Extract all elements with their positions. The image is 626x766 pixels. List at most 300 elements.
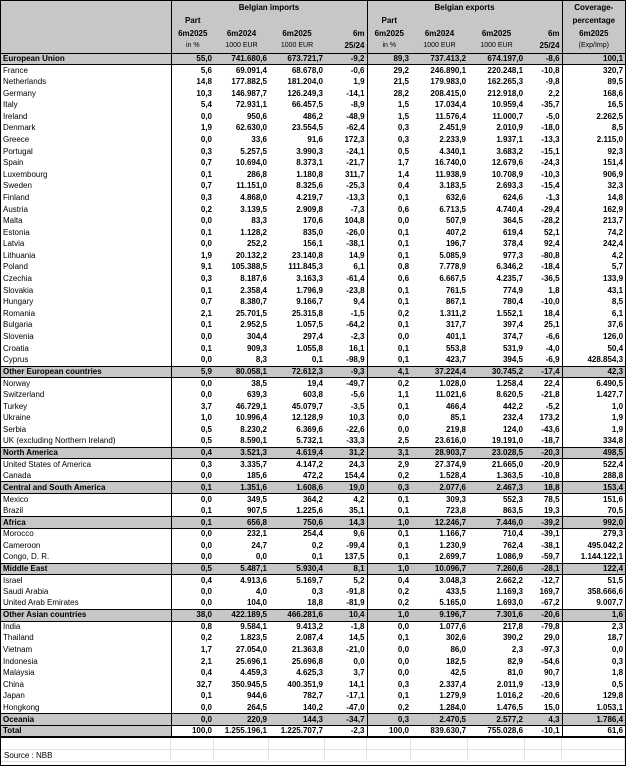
table-row: [1, 528, 625, 540]
imports-change-value: 6,1: [353, 262, 365, 272]
table-row: [1, 285, 625, 297]
exports-6m2024-value: 466,4: [445, 401, 467, 411]
imports-6m2024-value: 1.128,2: [240, 227, 267, 237]
table-row: [1, 204, 625, 216]
exports-6m2024-value: 16.740,0: [434, 158, 467, 168]
imports-part-value: 0,3: [171, 273, 214, 285]
table-row: [1, 540, 625, 552]
table-row: [1, 262, 625, 274]
exports-part-value: 21,5: [367, 76, 411, 88]
table-row: [1, 412, 625, 424]
imports-6m2025-value: 835,0: [302, 227, 323, 237]
exports-change-value: 1,8: [548, 285, 560, 295]
imports-part-label: Part: [171, 14, 214, 27]
exports-change-value: -8,6: [525, 53, 562, 65]
country-label: Cameroon: [3, 540, 41, 550]
coverage-value: 1.786,4: [562, 714, 625, 726]
exports-6m2024-value: 761,5: [445, 285, 467, 295]
imports-change-value: -22,6: [346, 424, 365, 434]
imports-6m2024-value: 5.257,5: [240, 146, 267, 156]
exports-part-value: 0,3: [367, 482, 411, 494]
exports-6m2024-value: 17.034,4: [434, 100, 467, 110]
imports-part-value: 0,0: [171, 470, 214, 482]
exports-6m2024-value: 12.246,7: [411, 517, 468, 529]
imports-change-value: 8,1: [325, 563, 367, 575]
coverage-value: 1,0: [562, 401, 625, 413]
country-label: Bulgaria: [3, 320, 33, 330]
imports-part-value: 3,7: [171, 401, 214, 413]
coverage-value: 320,7: [562, 65, 625, 77]
exports-6m2025-value: 8.620,5: [496, 390, 524, 400]
table-row: [1, 331, 625, 343]
country-label: Czechia: [3, 274, 32, 284]
grid-cell: [367, 750, 411, 762]
coverage-value: 6.490,5: [562, 378, 625, 390]
imports-part-value: 0,1: [171, 227, 214, 239]
coverage-value: 495.042,2: [562, 540, 625, 552]
imports-6m2024-value: 4.459,3: [240, 668, 267, 678]
imports-6m2024-value: 3.521,3: [214, 447, 269, 459]
imports-6m2025-value: 9.166,7: [296, 297, 323, 307]
coverage-value: 89,5: [562, 76, 625, 88]
imports-6m2025-value: 9.413,2: [296, 622, 323, 632]
country-label: Brazil: [3, 505, 24, 515]
imports-change-value: 104,8: [344, 216, 365, 226]
exports-change-value: -43,6: [541, 424, 560, 434]
exports-6m2025-value: 2,3: [511, 645, 524, 655]
exports-part-value: 0,1: [367, 691, 411, 703]
country-label: UK (excluding Northern Ireland): [3, 436, 116, 446]
imports-part-value: 0,0: [171, 552, 214, 564]
exports-part-unit: in %: [367, 40, 411, 53]
country-label: European Union: [1, 53, 171, 65]
imports-part-value: 0,0: [171, 389, 214, 401]
coverage-value: 43,1: [562, 285, 625, 297]
country-label: Canada: [3, 470, 32, 480]
exports-change-value: -80,8: [541, 250, 560, 260]
imports-part-value: 0,8: [171, 621, 214, 633]
imports-part-value: 9,1: [171, 262, 214, 274]
imports-6m2025-value: 25.315,8: [291, 308, 323, 318]
exports-part-value: 100,0: [367, 725, 411, 737]
exports-6m2024-value: 85,1: [450, 413, 467, 423]
table-row: [1, 459, 625, 471]
exports-unit-2024: 1000 EUR: [411, 40, 468, 53]
exports-change-value: -15,1: [541, 146, 560, 156]
imports-part-value: 38,0: [171, 610, 214, 622]
imports-6m2024-value: 252,2: [246, 239, 267, 249]
exports-6m2025-value: 10.959,4: [491, 100, 524, 110]
country-label: Serbia: [3, 424, 27, 434]
country-label: Denmark: [3, 123, 36, 133]
exports-change-value: -54,6: [541, 656, 560, 666]
table-row-section: [1, 53, 625, 65]
imports-6m2024-value: 10.996,4: [235, 413, 267, 423]
country-label: Sweden: [3, 181, 32, 191]
imports-6m2025-value: 126.249,3: [287, 88, 323, 98]
table-row: [1, 575, 625, 587]
table-row: [1, 667, 625, 679]
exports-6m2025-value: 624,6: [502, 192, 524, 202]
exports-6m2025-value: 1.363,5: [496, 470, 524, 480]
imports-change-value: 0,0: [353, 656, 365, 666]
coverage-value: 213,7: [562, 215, 625, 227]
imports-change-value: 10,3: [348, 413, 365, 423]
imports-6m2025-value: 3.163,3: [296, 274, 323, 284]
country-label: Japan: [3, 691, 25, 701]
exports-col-6m2025: 6m2025: [468, 27, 525, 40]
table-row: [1, 146, 625, 158]
imports-part-period: 6m2025: [171, 27, 214, 40]
imports-part-value: 0,0: [171, 586, 214, 598]
imports-change-value: 14,3: [325, 517, 367, 529]
exports-6m2025-value: 1.476,5: [496, 702, 524, 712]
exports-6m2024-value: 23.616,0: [434, 436, 467, 446]
imports-6m2024-value: 232,1: [246, 529, 267, 539]
imports-6m2025-value: 1.225.707,7: [269, 725, 325, 737]
exports-part-value: 0,6: [367, 204, 411, 216]
exports-6m2025-value: 11.000,7: [492, 111, 524, 121]
imports-change-value: -2,3: [350, 332, 365, 342]
exports-6m2024-value: 4.340,1: [439, 146, 467, 156]
imports-6m2024-value: 69.091,4: [235, 65, 267, 75]
coverage-value: 61,6: [562, 725, 625, 737]
imports-part-value: 0,1: [171, 482, 214, 494]
imports-6m2025-value: 0,2: [311, 540, 323, 550]
grid-cell: [214, 750, 269, 762]
country-label: Poland: [3, 262, 28, 272]
table-row: [1, 378, 625, 390]
exports-part-value: 0,3: [367, 134, 411, 146]
country-column-header: [1, 1, 171, 53]
imports-part-value: 0,7: [171, 296, 214, 308]
exports-6m2025-value: 212.918,0: [487, 88, 524, 98]
exports-part-value: 0,4: [367, 181, 411, 193]
table-row: [1, 227, 625, 239]
imports-change-value: 19,0: [325, 482, 367, 494]
table-row-section: [1, 714, 625, 726]
exports-part-value: 0,1: [367, 192, 411, 204]
exports-6m2024-value: 196,7: [445, 239, 467, 249]
imports-6m2025-value: 364,2: [302, 494, 323, 504]
exports-6m2025-value: 7.301,6: [468, 610, 525, 622]
exports-part-value: 1,4: [367, 169, 411, 181]
imports-change-value: 154,4: [344, 470, 365, 480]
imports-change-value: -81,9: [346, 598, 365, 608]
exports-6m2024-value: 309,3: [445, 494, 467, 504]
coverage-title-line1: Coverage-: [562, 1, 625, 14]
table-row: [1, 505, 625, 517]
exports-6m2025-value: 1.086,9: [496, 552, 524, 562]
exports-change-value: -1,3: [545, 192, 560, 202]
country-label: Germany: [3, 88, 36, 98]
grid-cell: [562, 738, 625, 750]
grid-cell: [562, 750, 625, 762]
imports-6m2025-value: 1.180,8: [296, 169, 323, 179]
country-label: Cyprus: [3, 354, 29, 364]
exports-col-6m2024: 6m2024: [411, 27, 468, 40]
exports-6m2025-value: 364,5: [502, 216, 524, 226]
grid-cell: [468, 738, 525, 750]
imports-6m2025-value: 5.732,1: [296, 436, 323, 446]
exports-part-value: 0,2: [367, 702, 411, 714]
exports-6m2025-value: 232,4: [502, 413, 524, 423]
coverage-value: 151,6: [562, 494, 625, 506]
exports-6m2024-value: 553,8: [445, 343, 467, 353]
imports-part-value: 0,4: [171, 447, 214, 459]
imports-6m2025-value: 23.554,5: [291, 123, 323, 133]
imports-6m2025-value: 0,1: [311, 354, 323, 364]
coverage-value: 1.427,7: [562, 389, 625, 401]
country-label: Middle East: [1, 563, 171, 575]
country-label: Portugal: [3, 146, 33, 156]
exports-change-value: 15,0: [543, 702, 560, 712]
coverage-value: 18,7: [562, 633, 625, 645]
table-row: [1, 424, 625, 436]
exports-part-value: 0,0: [367, 644, 411, 656]
table-row: [1, 99, 625, 111]
table-row: [1, 308, 625, 320]
table-row: [1, 552, 625, 564]
exports-change-value: 4,3: [525, 714, 562, 726]
imports-6m2024-value: 3.139,5: [240, 204, 267, 214]
imports-6m2025-value: 750,6: [269, 517, 325, 529]
imports-6m2025-value: 8.325,6: [296, 181, 323, 191]
imports-6m2024-value: 8.230,2: [240, 424, 267, 434]
imports-change-value: -7,3: [350, 204, 365, 214]
exports-change-value: -10,1: [525, 725, 562, 737]
exports-6m2025-value: 390,2: [502, 633, 524, 643]
exports-6m2025-value: 710,4: [502, 529, 524, 539]
imports-part-value: 2,1: [171, 656, 214, 668]
imports-6m2024-value: 907,5: [246, 505, 267, 515]
exports-6m2025-value: 2.577,2: [468, 714, 525, 726]
imports-6m2024-value: 105.388,5: [231, 262, 267, 272]
country-label: Vietnam: [3, 645, 33, 655]
imports-part-value: 0,4: [171, 667, 214, 679]
imports-6m2025-value: 4.619,4: [269, 447, 325, 459]
imports-change-value: 4,2: [353, 494, 365, 504]
table-header: [1, 1, 625, 53]
exports-6m2025-value: 81,0: [507, 668, 524, 678]
exports-6m2024-value: 867,1: [445, 297, 467, 307]
imports-6m2024-value: 741.680,6: [214, 53, 269, 65]
exports-change-value: -10,8: [541, 65, 560, 75]
imports-change-value: -25,3: [346, 181, 365, 191]
table-row: [1, 215, 625, 227]
imports-change-value: -24,1: [346, 146, 365, 156]
table-row: [1, 621, 625, 633]
table-row: [1, 679, 625, 691]
country-label: India: [3, 622, 21, 632]
imports-6m2025-value: 466.281,6: [269, 610, 325, 622]
imports-6m2024-value: 177.882,5: [231, 76, 267, 86]
imports-change-value: -1,8: [350, 622, 365, 632]
imports-part-value: 5,6: [171, 65, 214, 77]
country-label: Thailand: [3, 633, 34, 643]
country-label: Ukraine: [3, 413, 31, 423]
exports-change-value: -24,3: [541, 158, 560, 168]
coverage-value: 334,8: [562, 436, 625, 448]
exports-6m2024-value: 1.284,0: [439, 702, 467, 712]
exports-part-value: 0,3: [367, 679, 411, 691]
imports-part-value: 0,5: [171, 436, 214, 448]
exports-6m2025-value: 2.467,3: [468, 482, 525, 494]
table-row: [1, 702, 625, 714]
exports-part-value: 0,3: [367, 714, 411, 726]
imports-6m2025-value: 140,2: [302, 702, 323, 712]
exports-change-value: -4,0: [545, 343, 560, 353]
imports-6m2025-value: 782,7: [302, 691, 323, 701]
imports-change-value: -61,4: [346, 274, 365, 284]
spacer: [411, 14, 468, 27]
coverage-value: 133,9: [562, 273, 625, 285]
exports-part-value: 0,0: [367, 656, 411, 668]
imports-6m2024-value: 20.132,2: [235, 250, 267, 260]
exports-6m2024-value: 401,1: [445, 332, 467, 342]
imports-part-value: 0,0: [171, 239, 214, 251]
imports-change-value: -21,7: [346, 158, 365, 168]
imports-part-value: 0,0: [171, 378, 214, 390]
coverage-value: 1,9: [562, 424, 625, 436]
imports-6m2025-value: 91,6: [307, 134, 323, 144]
imports-change-value: -99,4: [346, 540, 365, 550]
imports-6m2025-value: 3.990,3: [296, 146, 323, 156]
coverage-value: 5,7: [562, 262, 625, 274]
imports-6m2025-value: 472,2: [302, 470, 323, 480]
imports-6m2024-value: 11.151,0: [236, 181, 267, 191]
table-row-section: [1, 366, 625, 378]
exports-part-value: 0,2: [367, 598, 411, 610]
imports-part-value: 0,0: [171, 540, 214, 552]
imports-part-value: 0,4: [171, 575, 214, 587]
table-row: [1, 644, 625, 656]
exports-change-value: -18,7: [541, 436, 560, 446]
exports-change-value: -6,6: [545, 332, 560, 342]
country-label: Saudi Arabia: [3, 587, 49, 597]
imports-part-value: 0,1: [171, 343, 214, 355]
exports-part-value: 0,1: [367, 505, 411, 517]
imports-block-title: Belgian imports: [171, 1, 367, 14]
imports-part-value: 10,3: [171, 88, 214, 100]
country-label: Israel: [3, 575, 23, 585]
exports-6m2024-value: 1.028,0: [439, 378, 467, 388]
imports-6m2024-value: 350.945,5: [231, 679, 267, 689]
imports-6m2025-value: 1.055,8: [296, 343, 323, 353]
exports-6m2025-value: 21.665,0: [491, 459, 524, 469]
imports-change-value: 14,9: [348, 250, 365, 260]
grid-cell: [171, 738, 214, 750]
exports-6m2025-value: 619,4: [502, 227, 524, 237]
imports-6m2025-value: 12.128,9: [291, 413, 323, 423]
country-label: North America: [1, 447, 171, 459]
coverage-value: 70,5: [562, 505, 625, 517]
exports-change-value: -17,4: [525, 366, 562, 378]
country-label: Slovakia: [3, 285, 34, 295]
coverage-value: 2.262,5: [562, 111, 625, 123]
exports-part-label: Part: [367, 14, 411, 27]
table-row: [1, 436, 625, 448]
imports-6m2025-value: 2.087,4: [296, 633, 323, 643]
imports-6m2025-value: 254,4: [302, 529, 323, 539]
grid-cell: [525, 738, 562, 750]
coverage-value: 279,3: [562, 528, 625, 540]
imports-change-value: 14,5: [348, 633, 365, 643]
exports-part-value: 0,1: [367, 633, 411, 645]
imports-part-value: 0,0: [171, 598, 214, 610]
imports-part-value: 0,1: [171, 285, 214, 297]
country-label: Switzerland: [3, 390, 45, 400]
exports-6m2025-value: 780,4: [502, 297, 524, 307]
exports-part-value: 0,1: [367, 494, 411, 506]
imports-change-value: 5,2: [353, 575, 365, 585]
imports-part-value: 0,1: [171, 320, 214, 332]
spacer: [269, 14, 325, 27]
exports-6m2024-value: 317,7: [445, 320, 467, 330]
exports-6m2025-value: 977,3: [502, 250, 524, 260]
imports-part-value: 1,0: [171, 412, 214, 424]
exports-6m2025-value: 12.679,6: [491, 158, 524, 168]
exports-change-value: -10,3: [541, 169, 560, 179]
imports-change-value: -14,1: [346, 88, 365, 98]
imports-part-value: 0,0: [171, 528, 214, 540]
coverage-value: 0,5: [562, 679, 625, 691]
imports-change-value: 14,1: [348, 679, 365, 689]
exports-change-value: -36,5: [541, 274, 560, 284]
exports-6m2024-value: 9.196,7: [411, 610, 468, 622]
imports-change-value: -5,6: [350, 390, 365, 400]
imports-part-value: 0,2: [171, 633, 214, 645]
exports-6m2024-value: 507,9: [445, 216, 467, 226]
country-label: France: [3, 65, 28, 75]
exports-6m2024-value: 5.085,9: [439, 250, 467, 260]
spacer: [468, 14, 525, 27]
imports-6m2024-value: 83,3: [251, 216, 267, 226]
exports-6m2025-value: 220.248,1: [487, 65, 524, 75]
exports-part-value: 0,0: [367, 215, 411, 227]
exports-part-value: 0,1: [367, 528, 411, 540]
exports-part-value: 1,1: [367, 389, 411, 401]
exports-part-value: 0,1: [367, 540, 411, 552]
exports-change-value: 169,7: [539, 587, 560, 597]
imports-6m2025-value: 25.696,8: [291, 656, 323, 666]
imports-6m2024-value: 0,0: [255, 552, 267, 562]
imports-6m2024-value: 62.630,0: [235, 123, 267, 133]
exports-6m2024-value: 723,8: [445, 505, 467, 515]
coverage-value: 358.666,6: [562, 586, 625, 598]
table-row-section: [1, 517, 625, 529]
exports-6m2025-value: 23.028,5: [468, 447, 525, 459]
coverage-value: 14,8: [562, 192, 625, 204]
imports-6m2024-value: 5.487,1: [214, 563, 269, 575]
country-label: Romania: [3, 308, 36, 318]
imports-part-value: 0,0: [171, 702, 214, 714]
table-row: [1, 598, 625, 610]
country-label: Greece: [3, 134, 30, 144]
imports-6m2024-value: 2.358,4: [240, 285, 267, 295]
exports-change-label-top: 6m: [525, 27, 562, 40]
grid-cell: [171, 750, 214, 762]
coverage-value: 16,5: [562, 99, 625, 111]
table-row: [1, 88, 625, 100]
exports-6m2024-value: 407,2: [445, 227, 467, 237]
exports-part-value: 0,4: [367, 575, 411, 587]
exports-part-value: 0,2: [367, 308, 411, 320]
imports-col-6m2024: 6m2024: [214, 27, 269, 40]
exports-6m2024-value: 2.451,9: [439, 123, 467, 133]
exports-change-value: 90,7: [543, 668, 560, 678]
exports-change-value: -12,7: [541, 575, 560, 585]
